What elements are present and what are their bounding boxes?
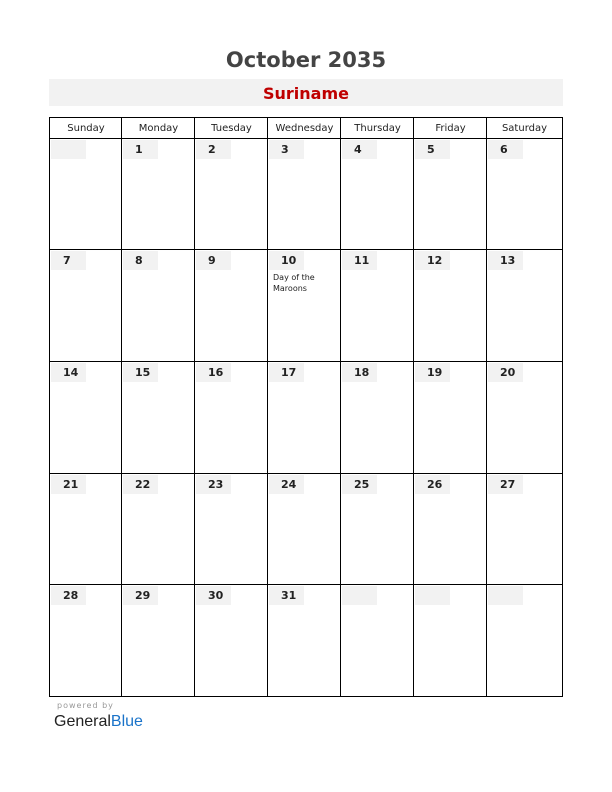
- page-title: October 2035: [225, 48, 387, 72]
- country-name: Suriname: [263, 84, 349, 103]
- weekday-header-6: Saturday: [501, 123, 548, 134]
- day-number-cell[interactable]: 4: [342, 140, 377, 159]
- day-number-cell[interactable]: 27: [488, 475, 523, 494]
- weekday-header-2: Tuesday: [211, 123, 252, 134]
- empty-day-cell[interactable]: [342, 586, 377, 605]
- weekday-header-1: Monday: [138, 123, 179, 134]
- day-number-cell[interactable]: 17: [269, 363, 304, 382]
- empty-day-cell[interactable]: [415, 586, 450, 605]
- day-number-cell[interactable]: 25: [342, 475, 377, 494]
- weekday-header-5: Friday: [435, 123, 466, 134]
- calendar-grid: [49, 117, 563, 697]
- holiday-event: Day of the Maroons: [273, 273, 315, 293]
- day-number-cell[interactable]: 5: [415, 140, 450, 159]
- day-number-cell[interactable]: 15: [123, 363, 158, 382]
- empty-day-cell[interactable]: [51, 140, 86, 159]
- row-divider: [50, 473, 562, 474]
- day-number-cell[interactable]: 2: [196, 140, 231, 159]
- day-number-cell[interactable]: 28: [51, 586, 86, 605]
- day-number-cell[interactable]: 18: [342, 363, 377, 382]
- weekday-header-3: Wednesday: [275, 123, 334, 134]
- column-divider: [267, 118, 268, 696]
- day-number-cell[interactable]: 26: [415, 475, 450, 494]
- day-number-cell[interactable]: 8: [123, 251, 158, 270]
- day-number-cell[interactable]: 3: [269, 140, 304, 159]
- day-number-cell[interactable]: 21: [51, 475, 86, 494]
- day-number-cell[interactable]: 6: [488, 140, 523, 159]
- day-number-cell[interactable]: 1: [123, 140, 158, 159]
- day-number-cell[interactable]: 30: [196, 586, 231, 605]
- column-divider: [121, 118, 122, 696]
- day-number-cell[interactable]: 14: [51, 363, 86, 382]
- row-divider: [50, 584, 562, 585]
- weekday-header-0: Sunday: [67, 123, 105, 134]
- country-banner: [49, 79, 563, 106]
- day-number-cell[interactable]: 11: [342, 251, 377, 270]
- day-number-cell[interactable]: 12: [415, 251, 450, 270]
- column-divider: [413, 118, 414, 696]
- day-number-cell[interactable]: 16: [196, 363, 231, 382]
- day-number-cell[interactable]: 7: [51, 251, 86, 270]
- column-divider: [486, 118, 487, 696]
- day-number-cell[interactable]: 29: [123, 586, 158, 605]
- day-number-cell[interactable]: 24: [269, 475, 304, 494]
- row-divider: [50, 249, 562, 250]
- empty-day-cell[interactable]: [488, 586, 523, 605]
- day-number-cell[interactable]: 23: [196, 475, 231, 494]
- day-number-cell[interactable]: 13: [488, 251, 523, 270]
- day-number-cell[interactable]: 10: [269, 251, 304, 270]
- column-divider: [340, 118, 341, 696]
- row-divider: [50, 361, 562, 362]
- column-divider: [194, 118, 195, 696]
- day-number-cell[interactable]: 20: [488, 363, 523, 382]
- day-number-cell[interactable]: 31: [269, 586, 304, 605]
- generalblue-logo[interactable]: [54, 713, 143, 731]
- day-number-cell[interactable]: 22: [123, 475, 158, 494]
- brand-blue-text: Blue: [110, 713, 143, 730]
- powered-by-label: powered by: [57, 701, 114, 710]
- weekday-header-4: Thursday: [354, 123, 401, 134]
- day-number-cell[interactable]: 9: [196, 251, 231, 270]
- brand-general-text: General: [54, 713, 111, 730]
- day-number-cell[interactable]: 19: [415, 363, 450, 382]
